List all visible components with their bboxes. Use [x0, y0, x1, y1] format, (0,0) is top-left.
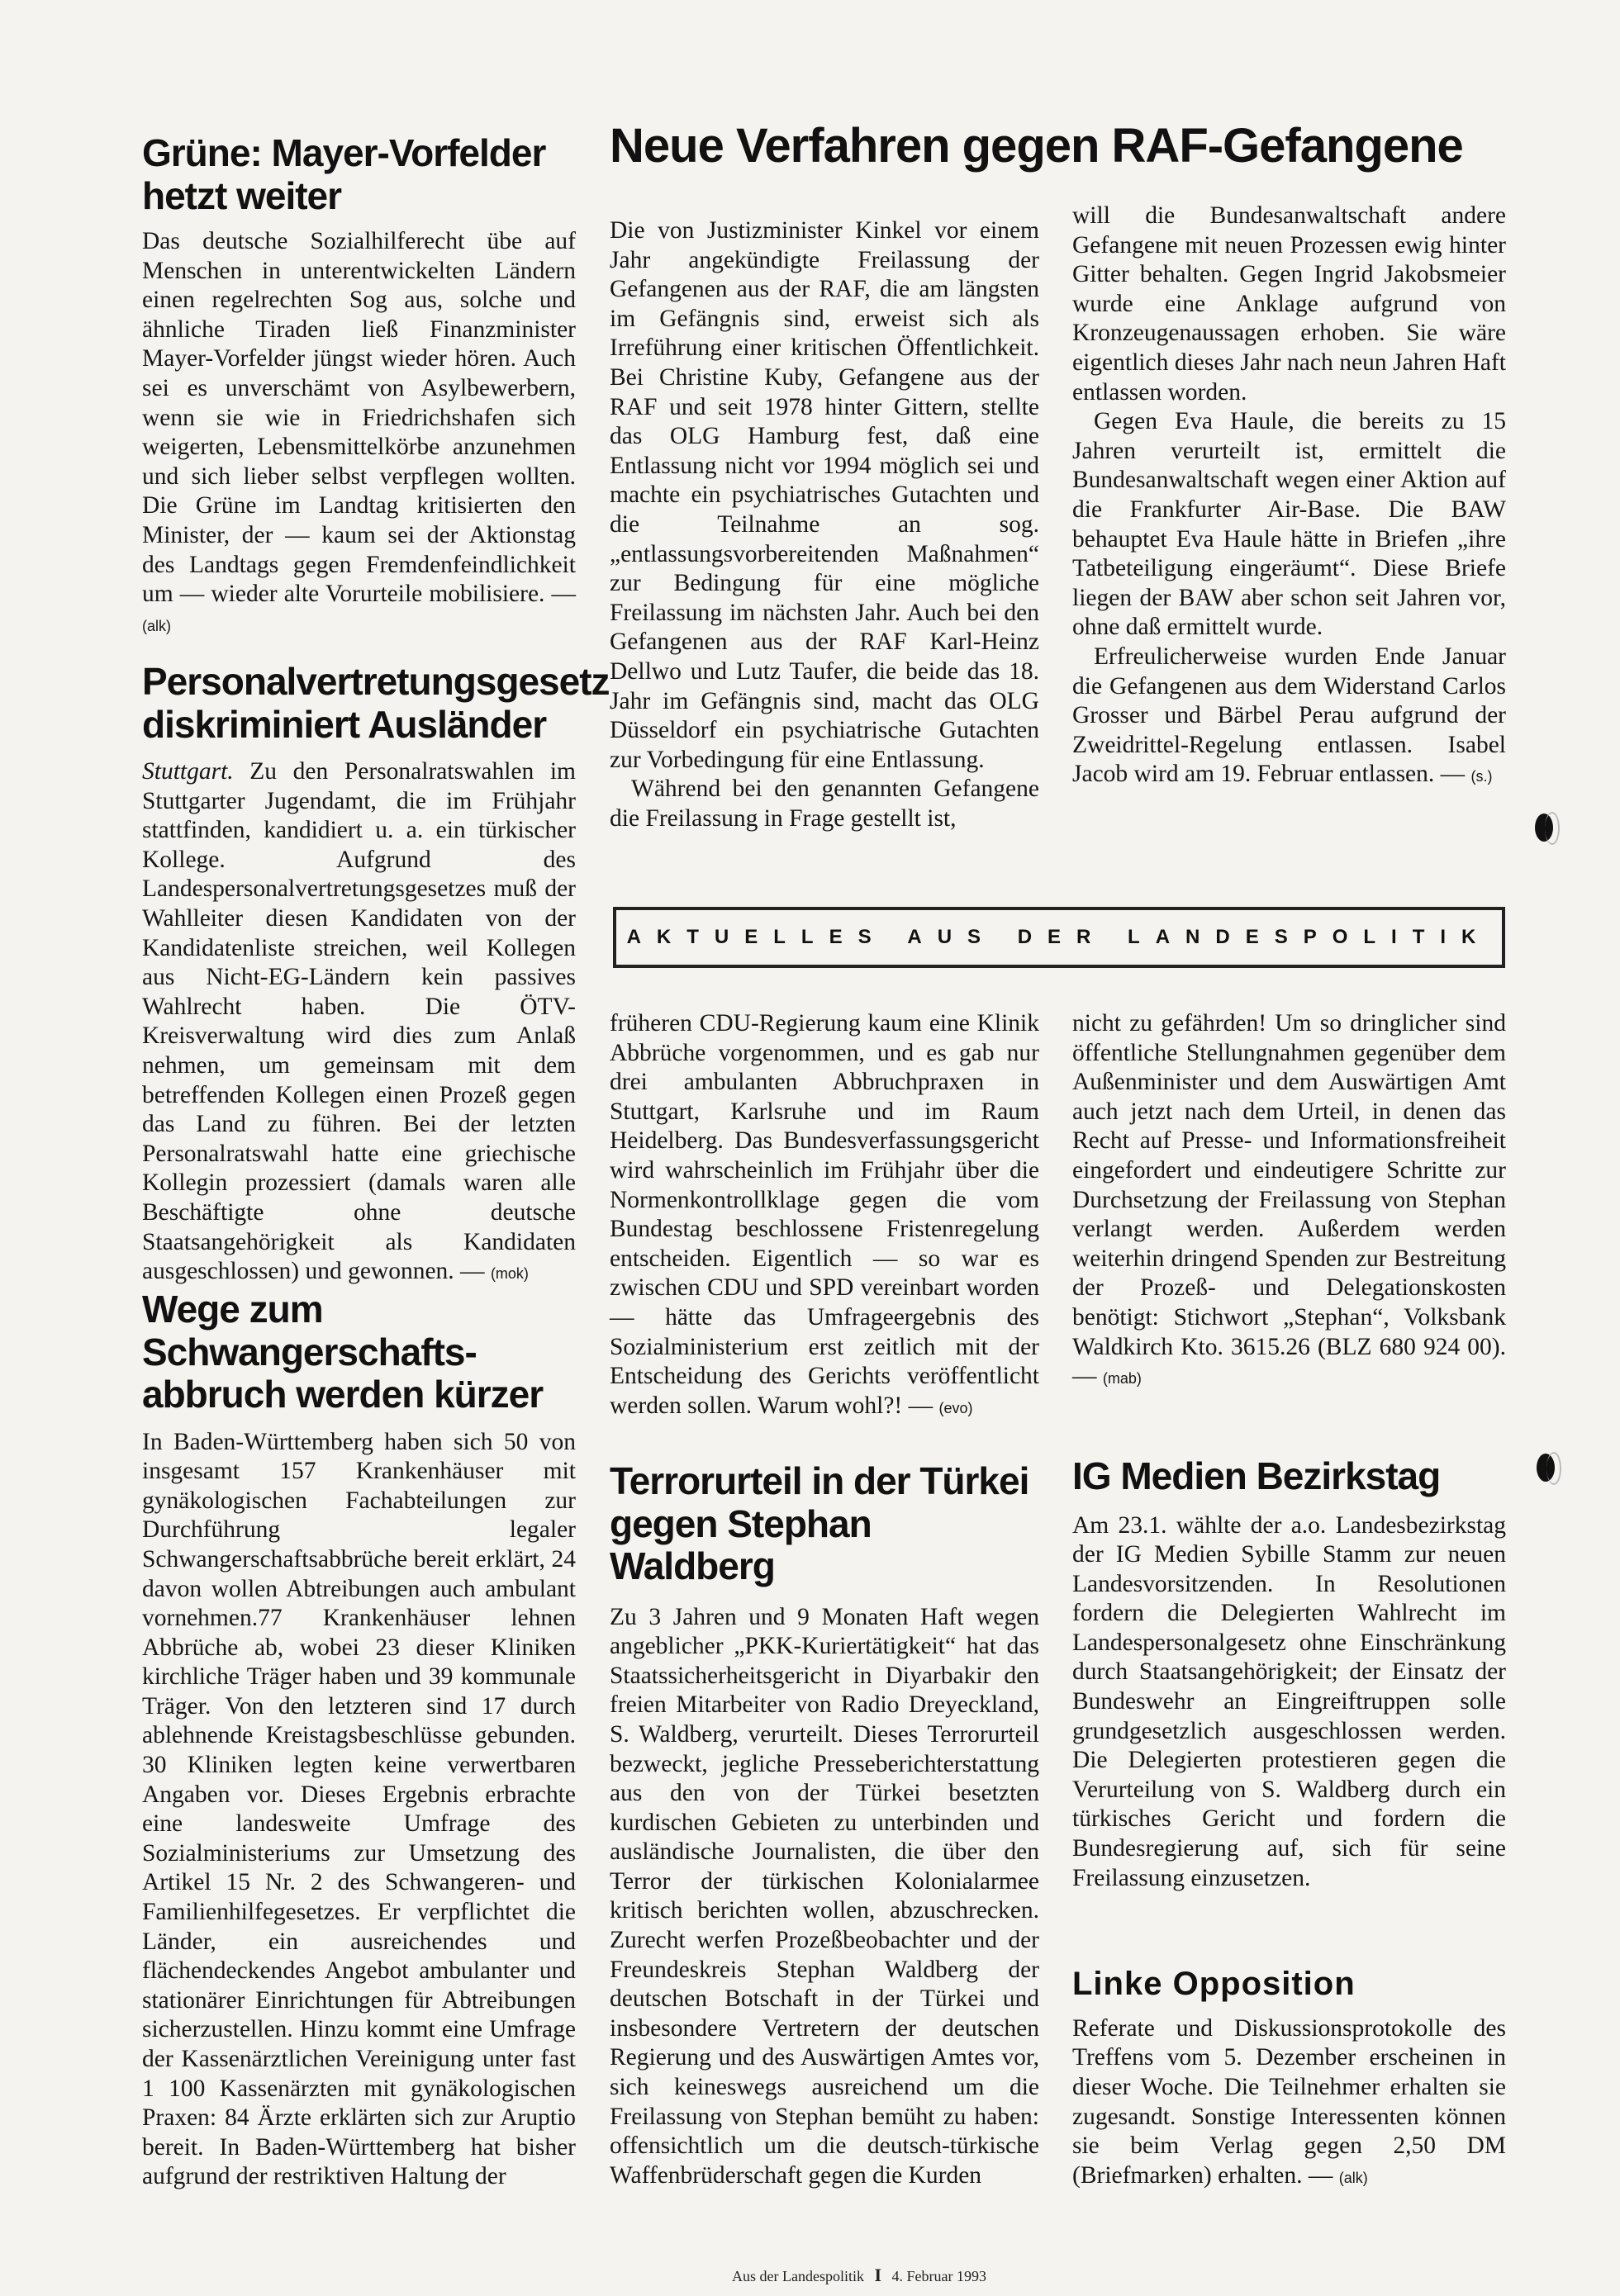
- article-personal: [142, 660, 610, 1289]
- body-raf-5: Erfreulicherweise wurden Ende Januar die Gefangenen aus dem Widerstand Carlos Grosser und Bärbel Perau aufgrund der Zweidrittel-Regelung entlassen. Isabel Jacob wird am 19. Februar entlassen. — (s.): [1072, 643, 1506, 788]
- body-stephan-cont: nicht zu gefährden! Um so dringlicher sind öffentliche Stellungnahmen gegenüber dem Außenminister und dem Auswärtigen Amt auch jetzt nach dem Urteil, in denen das Recht auf Presse- und Informationsfreiheit eingefordert und eindeutigere Schritte zur Durchsetzung der Freilassung von Stephan verlangt werden. Außerdem werden weiterhin dringend Spenden zur Bestreitung der Prozeß- und Delegationskosten benötigt: Stichwort „Stephan“, Volksbank Waldkirch Kto. 3615.26 (BLZ 680 924 00). — (mab): [1072, 1010, 1506, 1390]
- footer-page-number: I: [874, 2265, 882, 2285]
- author-tag: (alk): [1338, 2169, 1368, 2186]
- body-raf-1: Die von Justizminister Kinkel vor einem Jahr angekündigte Freilassung der Gefangenen aus der RAF, die am längsten im Gefängnis sind, erweist sich als Irreführung einer kritischen Öffentlichkeit. Bei Christine Kuby, Gefangene aus der RAF und seit 1978 hinter Gittern, stellte das OLG Hamburg fest, daß eine Entlassung nicht vor 1994 möglich sei und machte ein psychiatrisches Gutachten und die Teilnahme an sog. „entlassungsvorbereitenden Maßnahmen“ zur Bedingung für eine mögliche Freilassung im nächsten Jahr. Auch bei den Gefangenen aus der RAF Karl-Heinz Dellwo und Lutz Taufer, die beide das 18. Jahr im Gefängnis sind, macht das OLG Düsseldorf ein psychiatrische Gutachten zur Vorbedingung für eine Entlassung.: [610, 217, 1039, 773]
- body-gruene: Das deutsche Sozialhilferecht übe auf Menschen in unterentwickelten Ländern einen regelrechten Sog aus, solche und ähnliche Tiraden ließ Finanzminister Mayer-Vorfelder jüngst wieder hören. Auch sei es unverschämt von Asylbewerbern, wenn sie wie in Friedrichshafen sich weigerten, Lebensmittelkörbe anzunehmen und sich lieber selbst verpflegen wollten. Die Grüne im Landtag kritisierten den Minister, der — kaum sei der Aktionstag des Landtags gegen Fremdenfeindlichkeit um — wieder alte Vorurteile mobilisiere. — (alk): [142, 228, 576, 634]
- punch-hole-icon: [1535, 814, 1553, 842]
- article-raf: [610, 120, 1510, 173]
- body-personal: Stuttgart. Zu den Personalratswahlen im Stuttgarter Jugendamt, die im Frühjahr stattfinden, kandidiert u. a. ein türkischer Kollege. Aufgrund des Landespersonalvertretungsgesetzes muß der Wahlleiter diesen Kandidaten von der Kandidatenliste streichen, weil Kollegen aus Nicht-EG-Ländern kein passives Wahlrecht haben. Die ÖTV-Kreisverwaltung wird dies zum Anlaß nehmen, um gemeinsam mit dem betreffenden Kollegen einen Prozeß gegen das Land zu führen. Bei der letzten Personalratswahl hatte eine griechische Kollegin prozessiert (damals waren alle Beschäftigte ohne deutsche Staatsangehörigkeit als Kandidaten ausgeschlossen) und gewonnen. — (mok): [142, 758, 576, 1285]
- body-terror: Zu 3 Jahren und 9 Monaten Haft wegen angeblicher „PKK-Kuriertätigkeit“ hat das Staatssicherheitsgericht in Diyarbakir den freien Mitarbeiter von Radio Dreyeckland, S. Waldberg, verurteilt. Dieses Terrorurteil bezweckt, jegliche Presseberichterstattung aus den von der Türkei besetzten kurdischen Gebieten zu unterbinden und ausländische Journalisten, die über den Terror der türkischen Kolonialarmee kritisch berichten wollen, abzuschrecken. Zurecht werfen Prozeßbeobachter und der Freundeskreis Stephan Waldberg der deutschen Botschaft in der Türkei und insbesondere Vertretern der deutschen Regierung und des Auswärtigen Amtes vor, sich keineswegs ausreichend um die Freilassung von Stephan bemüht zu haben: offensichtlich um die deutsch-türkische Waffenbrüderschaft gegen die Kurden: [610, 1603, 1039, 2189]
- schwanger-continuation: [610, 1009, 1039, 1423]
- punch-hole-icon: [1537, 1454, 1555, 1482]
- headline-linke: Linke Opposition: [1072, 1966, 1356, 2002]
- author-tag: (evo): [938, 1399, 973, 1416]
- author-tag: (s.): [1470, 768, 1493, 785]
- headline-personal: Personalvertretungsgesetz diskriminiert Ausländer: [142, 660, 610, 746]
- footer-section: Aus der Landespolitik: [731, 2268, 864, 2284]
- footer-date: 4. Februar 1993: [891, 2268, 987, 2284]
- article-schwanger: [142, 1288, 576, 2192]
- headline-schwanger: Wege zum Schwangerschafts- abbruch werden kürzer: [142, 1288, 544, 1416]
- article-gruene: [142, 132, 576, 641]
- headline-terror: Terrorurteil in der Türkei gegen Stephan Waldberg: [610, 1459, 1029, 1588]
- article-igmedien: [1072, 1455, 1506, 1893]
- headline-raf: Neue Verfahren gegen RAF-Gefangene: [610, 119, 1463, 173]
- headline-igmedien: IG Medien Bezirkstag: [1072, 1454, 1441, 1497]
- author-tag: (alk): [142, 617, 171, 634]
- body-igmedien: Am 23.1. wählte der a.o. Landesbezirkstag der IG Medien Sybille Stamm zur neuen Landesvorsitzenden. In Resolutionen fordern die Delegierten Wahlrecht im Landespersonalgesetz ohne Einschränkung durch Staatsangehörigkeit; der Einsatz der Bundeswehr an Eingreiftruppen solle grundgesetzlich ausgeschlossen werden. Die Delegierten protestieren gegen die Verurteilung von S. Waldberg durch ein türkisches Gericht und fordern die Bundesregierung auf, sich für seine Freilassung einzusetzen.: [1072, 1511, 1506, 1891]
- body-schwanger: In Baden-Württemberg haben sich 50 von insgesamt 157 Krankenhäuser mit gynäkologischen Fachabteilungen zur Durchführung legaler Schwangerschaftsabbrüche bereit erklärt, 24 davon wollen Abtreibungen auch ambulant vornehmen.77 Krankenhäuser lehnen Abbrüche ab, wobei 23 dieser Kliniken kirchliche Träger haben und 39 kommunale Träger. Von den letzteren sind 17 durch ablehnende Kreistagsbeschlüsse gebunden. 30 Kliniken legten keine verwertbaren Angaben vor. Dieses Ergebnis erbrachte eine landesweite Umfrage des Sozialministeriums zur Umsetzung des Artikel 15 Nr. 2 des Schwangeren- und Familienhilfegesetzes. Er verpflichtet die Länder, ein ausreichendes und flächendeckendes Angebot ambulanter und stationärer Einrichtungen für Abtreibungen sicherzustellen. Hinzu kommt eine Umfrage der Kassenärztlichen Vereinigung unter fast 1 100 Kassenärzten mit gynäkologischen Praxen: 84 Ärzte erklärten sich zur Aruptio bereit. In Baden-Württemberg hat bisher aufgrund der restriktiven Haltung der: [142, 1428, 576, 2190]
- raf-column-1: [610, 216, 1039, 833]
- body-linke: Referate und Diskussionsprotokolle des Treffens vom 5. Dezember erscheinen in dieser Woche. Die Teilnehmer erhalten sie zugesandt. Sonstige Interessenten können sie beim Verlag gegen 2,50 DM (Briefmarken) erhalten. — (alk): [1072, 2014, 1506, 2189]
- raf-column-2: [1072, 202, 1506, 792]
- headline-gruene: Grüne: Mayer-Vorfelder hetzt weiter: [142, 131, 546, 217]
- dateline: Stuttgart.: [142, 758, 234, 785]
- article-terror: [610, 1460, 1039, 2190]
- body-raf-3: will die Bundesanwaltschaft andere Gefangene mit neuen Prozessen ewig hinter Gitter behalten. Gegen Ingrid Jakobsmeier wurde eine Anklage aufgrund von Kronzeugenaussagen erhoben. Sie wäre eigentlich dieses Jahr nach neun Jahren Haft entlassen worden.: [1072, 202, 1506, 406]
- body-raf-2: Während bei den genannten Gefangene die Freilassung in Frage gestellt ist,: [610, 776, 1039, 832]
- page-footer: [653, 2265, 1066, 2286]
- body-schwanger-cont: früheren CDU-Regierung kaum eine Klinik Abbrüche vorgenommen, und es gab nur drei ambulanten Abbruchpraxen in Stuttgart, Karlsruhe und im Raum Heidelberg. Das Bundesverfassungsgericht wird wahrscheinlich im Frühjahr über die Normenkontrollklage gegen die vom Bundestag beschlossene Fristenregelung entscheiden. Eigentlich — so war es zwischen CDU und SPD vereinbart worden — hätte das Umfrageergebnis des Sozialministerium erst zeitlich mit der Entscheidung des Gerichts veröffentlicht werden sollen. Warum wohl?! — (evo): [610, 1010, 1039, 1419]
- stephan-continuation: [1072, 1009, 1506, 1394]
- section-banner: AKTUELLES AUS DER LANDESPOLITIK: [613, 907, 1505, 968]
- body-raf-4: Gegen Eva Haule, die bereits zu 15 Jahren verurteilt ist, ermittelt die Bundesanwaltschaft wegen einer Aktion auf die Frankfurter Air-Base. Die BAW behauptet Eva Haule hätte in Briefen „ihre Tatbeteiligung eingeräumt“. Diese Briefe liegen der BAW aber schon seit Jahren vor, ohne daß ermittelt wurde.: [1072, 408, 1506, 641]
- author-tag: (mok): [490, 1265, 529, 1283]
- author-tag: (mab): [1102, 1370, 1142, 1388]
- article-linke: [1072, 1966, 1506, 2193]
